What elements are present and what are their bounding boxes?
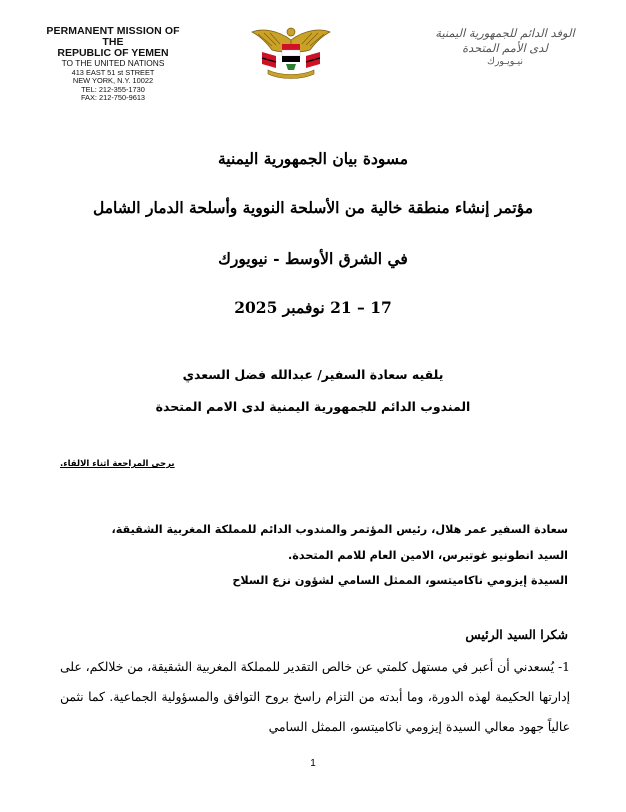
title-line2: مؤتمر إنشاء منطقة خالية من الأسلحة النووية وأسلحة الدمار الشامل: [92, 198, 534, 217]
mission-city: NEW YORK, N.Y. 10022: [72, 76, 154, 86]
yemen-eagle-emblem-icon: [248, 22, 334, 82]
page-number: 1: [310, 758, 316, 769]
addressee-line: السيد انطونيو غوتيرس، الامين العام للامم المتحدة.: [288, 549, 568, 562]
addressee-line: السيدة إيزومي ناكاميتسو، الممثل السامي لشؤون نزع السلاح: [232, 574, 568, 587]
speaker-line1: يلقيه سعادة السفير/ عبدالله فضل السعدي: [182, 367, 444, 382]
paragraph-1: 1- يُسعدني أن أعبر في مستهل كلمتي عن خالص التقدير للمملكة المغربية الشقيقة، من خلالكم، على إدارتها الحكيمة لهذه الدورة، وما أبدته من التزام راسخ بروح التوافق والمسؤولية الجماعية. كما نثمن عالياً جهود معالي السيدة إيزومي ناكاميتسو، الممثل السامي: [60, 660, 570, 734]
thanks-heading: شكرا السيد الرئيس: [465, 627, 568, 642]
mission-city-arabic: نيـويـورك: [487, 56, 523, 67]
mission-name-arabic-line1: الوفد الدائم للجمهورية اليمنية: [435, 26, 575, 40]
title-line1: مسودة بيان الجمهورية اليمنية: [217, 149, 409, 168]
mission-fax: FAX: 212-750-9613: [80, 93, 146, 103]
title-date: 17 – 21 نوفمبر 2025: [234, 298, 392, 317]
addressee-line: سعادة السفير عمر هلال، رئيس المؤتمر والمندوب الدائم للمملكة المغربية الشقيقة،: [111, 523, 568, 536]
mission-name-arabic-line2: لدى الأمم المتحدة: [462, 41, 548, 55]
review-note: يرجى المراجعة اثناء الالقاء.: [60, 459, 175, 469]
mission-name-line3: TO THE UNITED NATIONS: [61, 58, 165, 68]
speaker-line2: المندوب الدائم للجمهورية اليمنية لدى الامم المتحدة: [155, 399, 471, 414]
letterhead-arabic: [430, 26, 580, 69]
letterhead-english: [38, 26, 188, 103]
mission-address: 413 EAST 51 st STREET: [71, 67, 155, 77]
mission-name-line2: REPUBLIC OF YEMEN: [57, 47, 169, 59]
title-line3: في الشرق الأوسط - نيويورك: [218, 249, 408, 268]
mission-name-line1: PERMANENT MISSION OF THE: [46, 25, 180, 48]
mission-tel: TEL: 212-355-1730: [81, 84, 145, 94]
